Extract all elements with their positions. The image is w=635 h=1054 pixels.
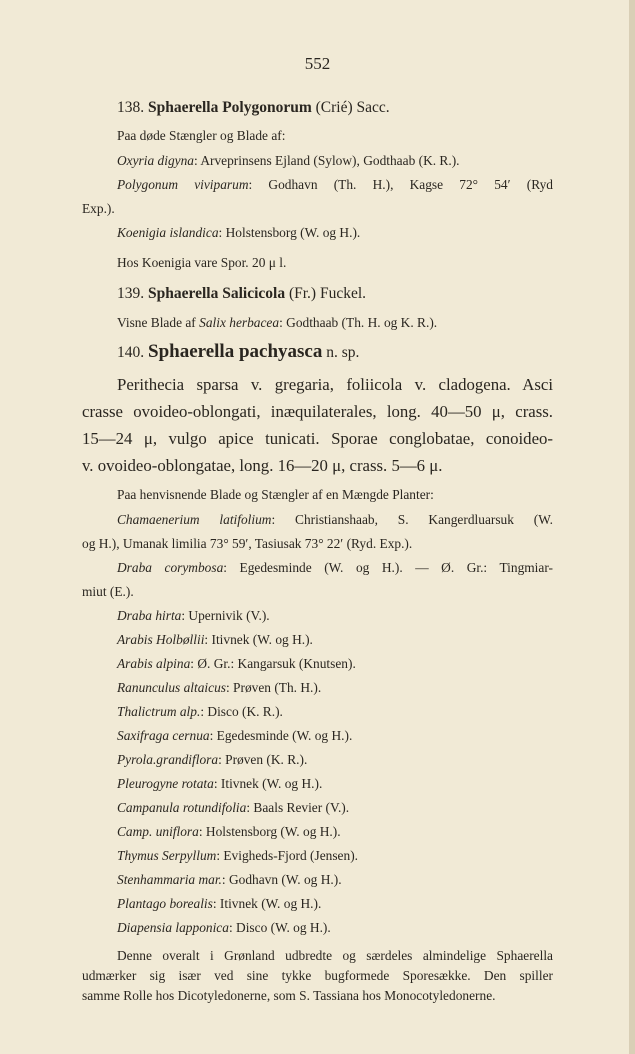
remark-text: samme Rolle hos Dicotyledonerne, som S. Tassiana hos Monocotyledonerne. — [82, 988, 496, 1003]
host-species: Thymus Serpyllum — [117, 848, 217, 863]
locality-text: : Arveprinsens Ejland (Sylow), Godthaab (K. R.). — [193, 153, 460, 168]
locality-text: : Disco (K. R.). — [200, 704, 283, 719]
page-number: 552 — [304, 54, 331, 73]
section-number: 139. — [117, 285, 145, 302]
locality-record — [117, 177, 553, 193]
locality-text: : Godhavn (W. og H.). — [221, 872, 342, 887]
locality-text: : Godhavn (Th. H.), Kagse 72° 54′ (Ryd — [248, 177, 553, 192]
taxon-author: n. sp. — [326, 344, 360, 361]
latin-description-line — [117, 375, 553, 395]
locality-text: : Itivnek (W. og H.). — [213, 776, 323, 791]
locality-text: : Holstensborg (W. og H.). — [198, 824, 341, 839]
host-species: Chamaenerium latifolium — [117, 512, 272, 527]
description-text: v. ovoideo-oblongatae, long. 16—20 μ, crass. 5—6 μ. — [82, 456, 443, 475]
locality-text: : Prøven (K. R.). — [218, 752, 308, 767]
locality-record — [117, 776, 553, 792]
locality-text: : Disco (W. og H.). — [228, 920, 331, 935]
taxon-author: (Fr.) Fuckel. — [288, 285, 367, 302]
locality-record — [117, 560, 553, 576]
locality-record — [117, 680, 553, 696]
remark-text: udmærker sig især ved sine tykke bugformede Sporesække. Den spiller — [82, 968, 553, 983]
locality-record — [117, 153, 553, 169]
locality-text: : Godthaab (Th. H. og K. R.). — [279, 315, 438, 330]
substrate-text: Paa døde Stængler og Blade af: — [117, 128, 286, 143]
section-number: 138. — [117, 99, 145, 116]
taxon-name: Sphaerella Salicicola — [148, 285, 286, 302]
locality-record — [117, 848, 553, 864]
locality-text: : Egedesminde (W. og H.). — [209, 728, 353, 743]
substrate-line — [117, 487, 553, 503]
locality-text: : Upernivik (V.). — [181, 608, 270, 623]
locality-text: : Baals Revier (V.). — [246, 800, 350, 815]
host-species: Arabis Holbøllii — [117, 632, 205, 647]
host-species: Diapensia lapponica — [117, 920, 229, 935]
locality-record — [117, 824, 553, 840]
locality-text: : Holstensborg (W. og H.). — [218, 225, 361, 240]
description-text: Perithecia sparsa v. gregaria, foliicola v. cladogena. Asci — [117, 375, 553, 394]
locality-record — [117, 512, 553, 528]
taxon-author: (Crié) Sacc. — [315, 99, 390, 116]
locality-record — [117, 608, 553, 624]
description-text: crasse ovoideo-oblongati, inæquilaterales, long. 40—50 μ, crass. — [82, 402, 553, 421]
host-species: Koenigia islandica — [117, 225, 219, 240]
locality-record — [117, 872, 553, 888]
locality-record — [82, 201, 553, 217]
remark-text: Denne overalt i Grønland udbredte og særdeles almindelige Sphaerella — [117, 948, 553, 963]
closing-remark-line — [82, 968, 553, 984]
host-species: Saxifraga cernua — [117, 728, 210, 743]
locality-text: : Ø. Gr.: Kangarsuk (Knutsen). — [190, 656, 356, 671]
locality-text: Exp.). — [82, 201, 115, 216]
latin-description-line — [82, 402, 553, 422]
closing-remark-line — [82, 988, 553, 1004]
section-heading — [117, 286, 553, 302]
locality-record — [117, 225, 553, 241]
locality-record — [117, 656, 553, 672]
taxon-name: Sphaerella pachyasca — [148, 341, 323, 362]
locality-record — [82, 536, 553, 552]
substrate-line — [117, 315, 553, 331]
locality-text: : Egedesminde (W. og H.). — Ø. Gr.: Tingmiar- — [223, 560, 553, 575]
host-species: Campanula rotundifolia — [117, 800, 247, 815]
substrate-text: Visne Blade af — [117, 315, 200, 330]
locality-record — [117, 896, 553, 912]
taxon-name: Sphaerella Polygonorum — [148, 99, 312, 116]
section-heading — [117, 100, 553, 116]
latin-description-line — [82, 429, 553, 449]
locality-record — [117, 800, 553, 816]
section-number: 140. — [117, 344, 145, 361]
host-species: Pyrola.grandiflora — [117, 752, 219, 767]
description-text: 15—24 μ, vulgo apice tunicati. Sporae conglobatae, conoideo- — [82, 429, 553, 448]
locality-text: : Itivnek (W. og H.). — [204, 632, 313, 647]
section-heading — [117, 341, 553, 362]
host-species: Draba corymbosa — [117, 560, 224, 575]
host-species: Polygonum viviparum — [117, 177, 249, 192]
locality-record — [117, 728, 553, 744]
locality-record — [117, 752, 553, 768]
latin-description-line — [82, 456, 553, 476]
locality-text: og H.), Umanak limilia 73° 59′, Tasiusak 73° 22′ (Ryd. Exp.). — [82, 536, 413, 551]
locality-record — [82, 584, 553, 600]
host-species: Oxyria digyna — [117, 153, 194, 168]
note-line — [117, 255, 553, 271]
locality-record — [117, 920, 553, 936]
host-species: Ranunculus altaicus — [117, 680, 226, 695]
host-species: Arabis alpina — [117, 656, 191, 671]
locality-text: : Prøven (Th. H.). — [225, 680, 322, 695]
host-species: Plantago borealis — [117, 896, 213, 911]
substrate-text: Paa henvisnende Blade og Stængler af en Mængde Planter: — [117, 487, 434, 502]
page-edge — [629, 0, 635, 1054]
host-species: Thalictrum alp. — [117, 704, 201, 719]
host-species: Pleurogyne rotata — [117, 776, 214, 791]
host-species: Stenhammaria mar. — [117, 872, 222, 887]
locality-record — [117, 704, 553, 720]
locality-text: : Christianshaab, S. Kangerdluarsuk (W. — [271, 512, 553, 527]
locality-text: : Itivnek (W. og H.). — [212, 896, 322, 911]
host-species: Draba hirta — [117, 608, 182, 623]
substrate-line — [117, 128, 553, 144]
closing-remark-line — [117, 948, 553, 964]
host-species: Camp. uniflora — [117, 824, 199, 839]
note-text: Hos Koenigia vare Spor. 20 μ l. — [117, 255, 287, 270]
locality-record — [117, 632, 553, 648]
host-species: Salix herbacea — [199, 315, 280, 330]
locality-text: : Evigheds-Fjord (Jensen). — [216, 848, 359, 863]
locality-text: miut (E.). — [82, 584, 134, 599]
